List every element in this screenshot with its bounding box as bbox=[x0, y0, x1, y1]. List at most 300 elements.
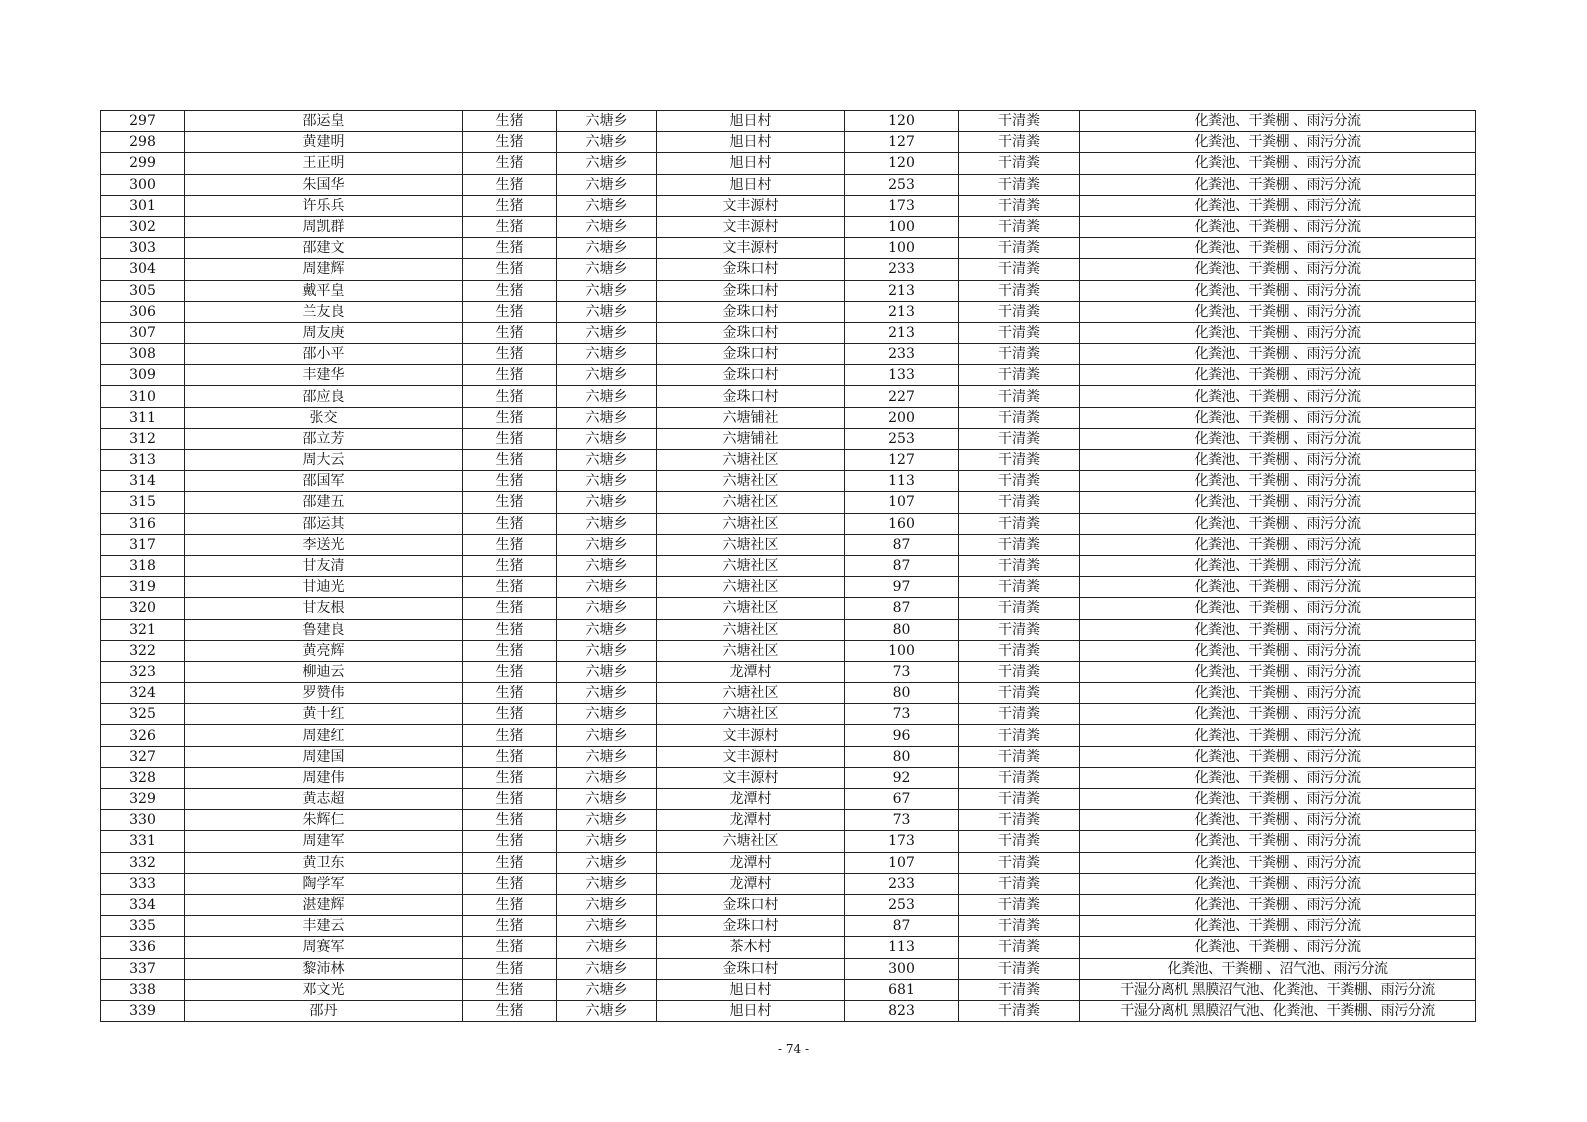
village-cell: 旭日村 bbox=[657, 153, 845, 174]
township-cell: 六塘乡 bbox=[557, 916, 657, 937]
livestock-type-cell: 生猪 bbox=[463, 958, 557, 979]
table-row bbox=[101, 640, 1476, 661]
village-cell: 文丰源村 bbox=[657, 195, 845, 216]
manure-method-cell: 干清粪 bbox=[959, 725, 1080, 746]
stock-count-cell: 80 bbox=[845, 683, 959, 704]
livestock-type-cell: 生猪 bbox=[463, 407, 557, 428]
stock-count-cell: 233 bbox=[845, 344, 959, 365]
table-row bbox=[101, 365, 1476, 386]
livestock-type-cell: 生猪 bbox=[463, 174, 557, 195]
township-cell: 六塘乡 bbox=[557, 407, 657, 428]
livestock-type-cell: 生猪 bbox=[463, 471, 557, 492]
township-cell: 六塘乡 bbox=[557, 153, 657, 174]
facilities-cell: 化粪池、干粪棚 、雨污分流 bbox=[1080, 873, 1476, 894]
table-row bbox=[101, 873, 1476, 894]
row-number-cell: 331 bbox=[101, 831, 185, 852]
row-number-cell: 312 bbox=[101, 428, 185, 449]
township-cell: 六塘乡 bbox=[557, 534, 657, 555]
village-cell: 六塘社区 bbox=[657, 492, 845, 513]
township-cell: 六塘乡 bbox=[557, 661, 657, 682]
township-cell: 六塘乡 bbox=[557, 513, 657, 534]
facilities-cell: 化粪池、干粪棚 、雨污分流 bbox=[1080, 407, 1476, 428]
township-cell: 六塘乡 bbox=[557, 450, 657, 471]
manure-method-cell: 干清粪 bbox=[959, 661, 1080, 682]
stock-count-cell: 92 bbox=[845, 767, 959, 788]
facilities-cell: 干湿分离机 黑膜沼气池、化粪池、干粪棚、雨污分流 bbox=[1080, 1000, 1476, 1021]
row-number-cell: 305 bbox=[101, 280, 185, 301]
stock-count-cell: 200 bbox=[845, 407, 959, 428]
village-cell: 龙潭村 bbox=[657, 873, 845, 894]
table-row bbox=[101, 322, 1476, 343]
livestock-type-cell: 生猪 bbox=[463, 979, 557, 1000]
manure-method-cell: 干清粪 bbox=[959, 958, 1080, 979]
village-cell: 金珠口村 bbox=[657, 322, 845, 343]
stock-count-cell: 97 bbox=[845, 577, 959, 598]
row-number-cell: 330 bbox=[101, 810, 185, 831]
farmer-name-cell: 鲁建良 bbox=[185, 619, 463, 640]
farmer-name-cell: 周大云 bbox=[185, 450, 463, 471]
manure-method-cell: 干清粪 bbox=[959, 704, 1080, 725]
stock-count-cell: 80 bbox=[845, 746, 959, 767]
table-row bbox=[101, 153, 1476, 174]
table-row bbox=[101, 174, 1476, 195]
livestock-type-cell: 生猪 bbox=[463, 280, 557, 301]
village-cell: 六塘铺社 bbox=[657, 407, 845, 428]
facilities-cell: 化粪池、干粪棚 、雨污分流 bbox=[1080, 577, 1476, 598]
manure-method-cell: 干清粪 bbox=[959, 450, 1080, 471]
facilities-cell: 化粪池、干粪棚 、雨污分流 bbox=[1080, 831, 1476, 852]
village-cell: 金珠口村 bbox=[657, 894, 845, 915]
row-number-cell: 317 bbox=[101, 534, 185, 555]
farmer-name-cell: 邵立芳 bbox=[185, 428, 463, 449]
facilities-cell: 化粪池、干粪棚 、雨污分流 bbox=[1080, 894, 1476, 915]
stock-count-cell: 681 bbox=[845, 979, 959, 1000]
stock-count-cell: 227 bbox=[845, 386, 959, 407]
livestock-type-cell: 生猪 bbox=[463, 1000, 557, 1021]
row-number-cell: 313 bbox=[101, 450, 185, 471]
manure-method-cell: 干清粪 bbox=[959, 810, 1080, 831]
manure-method-cell: 干清粪 bbox=[959, 174, 1080, 195]
farmer-name-cell: 甘友根 bbox=[185, 598, 463, 619]
village-cell: 六塘社区 bbox=[657, 683, 845, 704]
stock-count-cell: 96 bbox=[845, 725, 959, 746]
facilities-cell: 化粪池、干粪棚 、雨污分流 bbox=[1080, 280, 1476, 301]
farmer-name-cell: 周凯群 bbox=[185, 216, 463, 237]
township-cell: 六塘乡 bbox=[557, 132, 657, 153]
facilities-cell: 化粪池、干粪棚 、雨污分流 bbox=[1080, 789, 1476, 810]
township-cell: 六塘乡 bbox=[557, 958, 657, 979]
row-number-cell: 327 bbox=[101, 746, 185, 767]
farmer-name-cell: 周建辉 bbox=[185, 259, 463, 280]
manure-method-cell: 干清粪 bbox=[959, 195, 1080, 216]
manure-method-cell: 干清粪 bbox=[959, 111, 1080, 132]
facilities-cell: 化粪池、干粪棚 、雨污分流 bbox=[1080, 534, 1476, 555]
manure-method-cell: 干清粪 bbox=[959, 894, 1080, 915]
manure-method-cell: 干清粪 bbox=[959, 471, 1080, 492]
manure-method-cell: 干清粪 bbox=[959, 259, 1080, 280]
village-cell: 金珠口村 bbox=[657, 280, 845, 301]
farmer-name-cell: 黄建明 bbox=[185, 132, 463, 153]
livestock-type-cell: 生猪 bbox=[463, 513, 557, 534]
table-row bbox=[101, 301, 1476, 322]
township-cell: 六塘乡 bbox=[557, 577, 657, 598]
village-cell: 龙潭村 bbox=[657, 852, 845, 873]
township-cell: 六塘乡 bbox=[557, 852, 657, 873]
facilities-cell: 化粪池、干粪棚 、雨污分流 bbox=[1080, 238, 1476, 259]
livestock-type-cell: 生猪 bbox=[463, 534, 557, 555]
livestock-type-cell: 生猪 bbox=[463, 873, 557, 894]
row-number-cell: 304 bbox=[101, 259, 185, 280]
township-cell: 六塘乡 bbox=[557, 1000, 657, 1021]
village-cell: 金珠口村 bbox=[657, 301, 845, 322]
township-cell: 六塘乡 bbox=[557, 767, 657, 788]
manure-method-cell: 干清粪 bbox=[959, 767, 1080, 788]
stock-count-cell: 107 bbox=[845, 492, 959, 513]
facilities-cell: 化粪池、干粪棚 、雨污分流 bbox=[1080, 640, 1476, 661]
township-cell: 六塘乡 bbox=[557, 344, 657, 365]
village-cell: 龙潭村 bbox=[657, 661, 845, 682]
village-cell: 六塘社区 bbox=[657, 619, 845, 640]
livestock-type-cell: 生猪 bbox=[463, 428, 557, 449]
livestock-type-cell: 生猪 bbox=[463, 937, 557, 958]
facilities-cell: 化粪池、干粪棚 、雨污分流 bbox=[1080, 725, 1476, 746]
table-row bbox=[101, 1000, 1476, 1021]
stock-count-cell: 213 bbox=[845, 280, 959, 301]
manure-method-cell: 干清粪 bbox=[959, 789, 1080, 810]
manure-method-cell: 干清粪 bbox=[959, 1000, 1080, 1021]
facilities-cell: 化粪池、干粪棚 、雨污分流 bbox=[1080, 767, 1476, 788]
farmer-name-cell: 邵运其 bbox=[185, 513, 463, 534]
facilities-cell: 化粪池、干粪棚 、雨污分流 bbox=[1080, 344, 1476, 365]
row-number-cell: 297 bbox=[101, 111, 185, 132]
facilities-cell: 化粪池、干粪棚 、雨污分流 bbox=[1080, 704, 1476, 725]
township-cell: 六塘乡 bbox=[557, 174, 657, 195]
farmer-name-cell: 黄志超 bbox=[185, 789, 463, 810]
farmer-name-cell: 朱国华 bbox=[185, 174, 463, 195]
farmer-name-cell: 戴平皇 bbox=[185, 280, 463, 301]
stock-count-cell: 213 bbox=[845, 301, 959, 322]
row-number-cell: 299 bbox=[101, 153, 185, 174]
facilities-cell: 化粪池、干粪棚 、雨污分流 bbox=[1080, 513, 1476, 534]
table-row bbox=[101, 958, 1476, 979]
facilities-cell: 化粪池、干粪棚 、雨污分流 bbox=[1080, 174, 1476, 195]
facilities-cell: 化粪池、干粪棚 、雨污分流 bbox=[1080, 852, 1476, 873]
facilities-cell: 化粪池、干粪棚 、雨污分流 bbox=[1080, 450, 1476, 471]
township-cell: 六塘乡 bbox=[557, 873, 657, 894]
manure-method-cell: 干清粪 bbox=[959, 492, 1080, 513]
stock-count-cell: 120 bbox=[845, 153, 959, 174]
village-cell: 旭日村 bbox=[657, 1000, 845, 1021]
table-row bbox=[101, 767, 1476, 788]
village-cell: 六塘社区 bbox=[657, 640, 845, 661]
village-cell: 文丰源村 bbox=[657, 767, 845, 788]
facilities-cell: 化粪池、干粪棚 、雨污分流 bbox=[1080, 216, 1476, 237]
row-number-cell: 316 bbox=[101, 513, 185, 534]
township-cell: 六塘乡 bbox=[557, 555, 657, 576]
row-number-cell: 318 bbox=[101, 555, 185, 576]
village-cell: 六塘社区 bbox=[657, 598, 845, 619]
livestock-type-cell: 生猪 bbox=[463, 746, 557, 767]
village-cell: 金珠口村 bbox=[657, 344, 845, 365]
stock-count-cell: 300 bbox=[845, 958, 959, 979]
livestock-type-cell: 生猪 bbox=[463, 386, 557, 407]
farmer-name-cell: 湛建辉 bbox=[185, 894, 463, 915]
row-number-cell: 333 bbox=[101, 873, 185, 894]
row-number-cell: 326 bbox=[101, 725, 185, 746]
village-cell: 文丰源村 bbox=[657, 238, 845, 259]
stock-count-cell: 823 bbox=[845, 1000, 959, 1021]
row-number-cell: 309 bbox=[101, 365, 185, 386]
table-row bbox=[101, 238, 1476, 259]
facilities-cell: 化粪池、干粪棚 、雨污分流 bbox=[1080, 322, 1476, 343]
facilities-cell: 化粪池、干粪棚 、雨污分流 bbox=[1080, 937, 1476, 958]
village-cell: 旭日村 bbox=[657, 174, 845, 195]
farmer-name-cell: 周建红 bbox=[185, 725, 463, 746]
manure-method-cell: 干清粪 bbox=[959, 365, 1080, 386]
facilities-cell: 化粪池、干粪棚 、雨污分流 bbox=[1080, 555, 1476, 576]
township-cell: 六塘乡 bbox=[557, 789, 657, 810]
manure-method-cell: 干清粪 bbox=[959, 555, 1080, 576]
table-row bbox=[101, 280, 1476, 301]
stock-count-cell: 87 bbox=[845, 598, 959, 619]
manure-method-cell: 干清粪 bbox=[959, 640, 1080, 661]
farmer-name-cell: 邵运皇 bbox=[185, 111, 463, 132]
stock-count-cell: 67 bbox=[845, 789, 959, 810]
manure-method-cell: 干清粪 bbox=[959, 534, 1080, 555]
row-number-cell: 301 bbox=[101, 195, 185, 216]
village-cell: 六塘社区 bbox=[657, 704, 845, 725]
farmer-name-cell: 甘迪光 bbox=[185, 577, 463, 598]
manure-method-cell: 干清粪 bbox=[959, 916, 1080, 937]
livestock-type-cell: 生猪 bbox=[463, 852, 557, 873]
facilities-cell: 干湿分离机 黑膜沼气池、化粪池、干粪棚、雨污分流 bbox=[1080, 979, 1476, 1000]
manure-method-cell: 干清粪 bbox=[959, 153, 1080, 174]
row-number-cell: 338 bbox=[101, 979, 185, 1000]
township-cell: 六塘乡 bbox=[557, 238, 657, 259]
facilities-cell: 化粪池、干粪棚 、沼气池、雨污分流 bbox=[1080, 958, 1476, 979]
township-cell: 六塘乡 bbox=[557, 619, 657, 640]
stock-count-cell: 120 bbox=[845, 111, 959, 132]
farmer-name-cell: 陶学军 bbox=[185, 873, 463, 894]
table-row bbox=[101, 704, 1476, 725]
township-cell: 六塘乡 bbox=[557, 725, 657, 746]
livestock-type-cell: 生猪 bbox=[463, 704, 557, 725]
facilities-cell: 化粪池、干粪棚 、雨污分流 bbox=[1080, 598, 1476, 619]
table-row bbox=[101, 577, 1476, 598]
farmer-name-cell: 兰友良 bbox=[185, 301, 463, 322]
row-number-cell: 308 bbox=[101, 344, 185, 365]
row-number-cell: 332 bbox=[101, 852, 185, 873]
township-cell: 六塘乡 bbox=[557, 831, 657, 852]
farmer-name-cell: 柳迪云 bbox=[185, 661, 463, 682]
stock-count-cell: 160 bbox=[845, 513, 959, 534]
township-cell: 六塘乡 bbox=[557, 683, 657, 704]
stock-count-cell: 127 bbox=[845, 450, 959, 471]
village-cell: 六塘社区 bbox=[657, 555, 845, 576]
livestock-type-cell: 生猪 bbox=[463, 132, 557, 153]
facilities-cell: 化粪池、干粪棚 、雨污分流 bbox=[1080, 810, 1476, 831]
farmer-name-cell: 李送光 bbox=[185, 534, 463, 555]
table-row bbox=[101, 937, 1476, 958]
row-number-cell: 323 bbox=[101, 661, 185, 682]
stock-count-cell: 87 bbox=[845, 916, 959, 937]
manure-method-cell: 干清粪 bbox=[959, 301, 1080, 322]
village-cell: 六塘社区 bbox=[657, 831, 845, 852]
table-row bbox=[101, 894, 1476, 915]
livestock-type-cell: 生猪 bbox=[463, 767, 557, 788]
manure-method-cell: 干清粪 bbox=[959, 831, 1080, 852]
manure-method-cell: 干清粪 bbox=[959, 937, 1080, 958]
row-number-cell: 310 bbox=[101, 386, 185, 407]
township-cell: 六塘乡 bbox=[557, 492, 657, 513]
facilities-cell: 化粪池、干粪棚 、雨污分流 bbox=[1080, 619, 1476, 640]
table-body bbox=[101, 111, 1476, 1022]
farmer-name-cell: 朱辉仁 bbox=[185, 810, 463, 831]
livestock-type-cell: 生猪 bbox=[463, 195, 557, 216]
stock-count-cell: 100 bbox=[845, 216, 959, 237]
facilities-cell: 化粪池、干粪棚 、雨污分流 bbox=[1080, 386, 1476, 407]
table-row bbox=[101, 789, 1476, 810]
village-cell: 龙潭村 bbox=[657, 789, 845, 810]
stock-count-cell: 87 bbox=[845, 534, 959, 555]
village-cell: 旭日村 bbox=[657, 111, 845, 132]
township-cell: 六塘乡 bbox=[557, 598, 657, 619]
livestock-type-cell: 生猪 bbox=[463, 683, 557, 704]
table-row bbox=[101, 852, 1476, 873]
table-row bbox=[101, 598, 1476, 619]
livestock-type-cell: 生猪 bbox=[463, 619, 557, 640]
livestock-type-cell: 生猪 bbox=[463, 577, 557, 598]
farmer-name-cell: 罗赞伟 bbox=[185, 683, 463, 704]
manure-method-cell: 干清粪 bbox=[959, 132, 1080, 153]
township-cell: 六塘乡 bbox=[557, 195, 657, 216]
livestock-type-cell: 生猪 bbox=[463, 661, 557, 682]
stock-count-cell: 107 bbox=[845, 852, 959, 873]
manure-method-cell: 干清粪 bbox=[959, 598, 1080, 619]
facilities-cell: 化粪池、干粪棚 、雨污分流 bbox=[1080, 661, 1476, 682]
livestock-type-cell: 生猪 bbox=[463, 831, 557, 852]
row-number-cell: 325 bbox=[101, 704, 185, 725]
row-number-cell: 339 bbox=[101, 1000, 185, 1021]
township-cell: 六塘乡 bbox=[557, 216, 657, 237]
farmer-name-cell: 丰建华 bbox=[185, 365, 463, 386]
table-row bbox=[101, 344, 1476, 365]
farmer-name-cell: 黎沛林 bbox=[185, 958, 463, 979]
township-cell: 六塘乡 bbox=[557, 704, 657, 725]
township-cell: 六塘乡 bbox=[557, 111, 657, 132]
village-cell: 金珠口村 bbox=[657, 259, 845, 280]
stock-count-cell: 173 bbox=[845, 195, 959, 216]
facilities-cell: 化粪池、干粪棚 、雨污分流 bbox=[1080, 301, 1476, 322]
manure-method-cell: 干清粪 bbox=[959, 683, 1080, 704]
township-cell: 六塘乡 bbox=[557, 322, 657, 343]
livestock-type-cell: 生猪 bbox=[463, 365, 557, 386]
livestock-type-cell: 生猪 bbox=[463, 555, 557, 576]
facilities-cell: 化粪池、干粪棚 、雨污分流 bbox=[1080, 365, 1476, 386]
row-number-cell: 320 bbox=[101, 598, 185, 619]
township-cell: 六塘乡 bbox=[557, 259, 657, 280]
livestock-type-cell: 生猪 bbox=[463, 916, 557, 937]
livestock-type-cell: 生猪 bbox=[463, 238, 557, 259]
stock-count-cell: 253 bbox=[845, 428, 959, 449]
township-cell: 六塘乡 bbox=[557, 937, 657, 958]
village-cell: 六塘社区 bbox=[657, 577, 845, 598]
stock-count-cell: 253 bbox=[845, 894, 959, 915]
livestock-type-cell: 生猪 bbox=[463, 111, 557, 132]
farmer-name-cell: 甘友清 bbox=[185, 555, 463, 576]
village-cell: 六塘社区 bbox=[657, 450, 845, 471]
manure-method-cell: 干清粪 bbox=[959, 577, 1080, 598]
row-number-cell: 335 bbox=[101, 916, 185, 937]
stock-count-cell: 87 bbox=[845, 555, 959, 576]
livestock-type-cell: 生猪 bbox=[463, 450, 557, 471]
farmer-name-cell: 周建伟 bbox=[185, 767, 463, 788]
row-number-cell: 302 bbox=[101, 216, 185, 237]
manure-method-cell: 干清粪 bbox=[959, 344, 1080, 365]
farmer-name-cell: 邵小平 bbox=[185, 344, 463, 365]
village-cell: 金珠口村 bbox=[657, 365, 845, 386]
stock-count-cell: 127 bbox=[845, 132, 959, 153]
table-row bbox=[101, 683, 1476, 704]
row-number-cell: 322 bbox=[101, 640, 185, 661]
township-cell: 六塘乡 bbox=[557, 979, 657, 1000]
stock-count-cell: 113 bbox=[845, 471, 959, 492]
row-number-cell: 315 bbox=[101, 492, 185, 513]
table-row bbox=[101, 555, 1476, 576]
livestock-type-cell: 生猪 bbox=[463, 216, 557, 237]
facilities-cell: 化粪池、干粪棚 、雨污分流 bbox=[1080, 111, 1476, 132]
livestock-type-cell: 生猪 bbox=[463, 492, 557, 513]
village-cell: 金珠口村 bbox=[657, 916, 845, 937]
manure-method-cell: 干清粪 bbox=[959, 428, 1080, 449]
table-row bbox=[101, 725, 1476, 746]
row-number-cell: 300 bbox=[101, 174, 185, 195]
facilities-cell: 化粪池、干粪棚 、雨污分流 bbox=[1080, 428, 1476, 449]
row-number-cell: 298 bbox=[101, 132, 185, 153]
farmer-name-cell: 邵建文 bbox=[185, 238, 463, 259]
facilities-cell: 化粪池、干粪棚 、雨污分流 bbox=[1080, 916, 1476, 937]
manure-method-cell: 干清粪 bbox=[959, 979, 1080, 1000]
manure-method-cell: 干清粪 bbox=[959, 280, 1080, 301]
farmer-name-cell: 邓文光 bbox=[185, 979, 463, 1000]
row-number-cell: 336 bbox=[101, 937, 185, 958]
facilities-cell: 化粪池、干粪棚 、雨污分流 bbox=[1080, 492, 1476, 513]
township-cell: 六塘乡 bbox=[557, 471, 657, 492]
manure-method-cell: 干清粪 bbox=[959, 238, 1080, 259]
township-cell: 六塘乡 bbox=[557, 301, 657, 322]
row-number-cell: 328 bbox=[101, 767, 185, 788]
page-number: - 74 - bbox=[777, 1042, 809, 1056]
row-number-cell: 306 bbox=[101, 301, 185, 322]
stock-count-cell: 73 bbox=[845, 661, 959, 682]
farmer-name-cell: 王正明 bbox=[185, 153, 463, 174]
stock-count-cell: 80 bbox=[845, 619, 959, 640]
stock-count-cell: 213 bbox=[845, 322, 959, 343]
farmer-name-cell: 周建国 bbox=[185, 746, 463, 767]
farmer-name-cell: 丰建云 bbox=[185, 916, 463, 937]
village-cell: 六塘社区 bbox=[657, 471, 845, 492]
stock-count-cell: 100 bbox=[845, 238, 959, 259]
row-number-cell: 321 bbox=[101, 619, 185, 640]
manure-method-cell: 干清粪 bbox=[959, 322, 1080, 343]
row-number-cell: 334 bbox=[101, 894, 185, 915]
table-row bbox=[101, 259, 1476, 280]
township-cell: 六塘乡 bbox=[557, 810, 657, 831]
table-row bbox=[101, 513, 1476, 534]
livestock-type-cell: 生猪 bbox=[463, 301, 557, 322]
village-cell: 茶木村 bbox=[657, 937, 845, 958]
stock-count-cell: 233 bbox=[845, 873, 959, 894]
